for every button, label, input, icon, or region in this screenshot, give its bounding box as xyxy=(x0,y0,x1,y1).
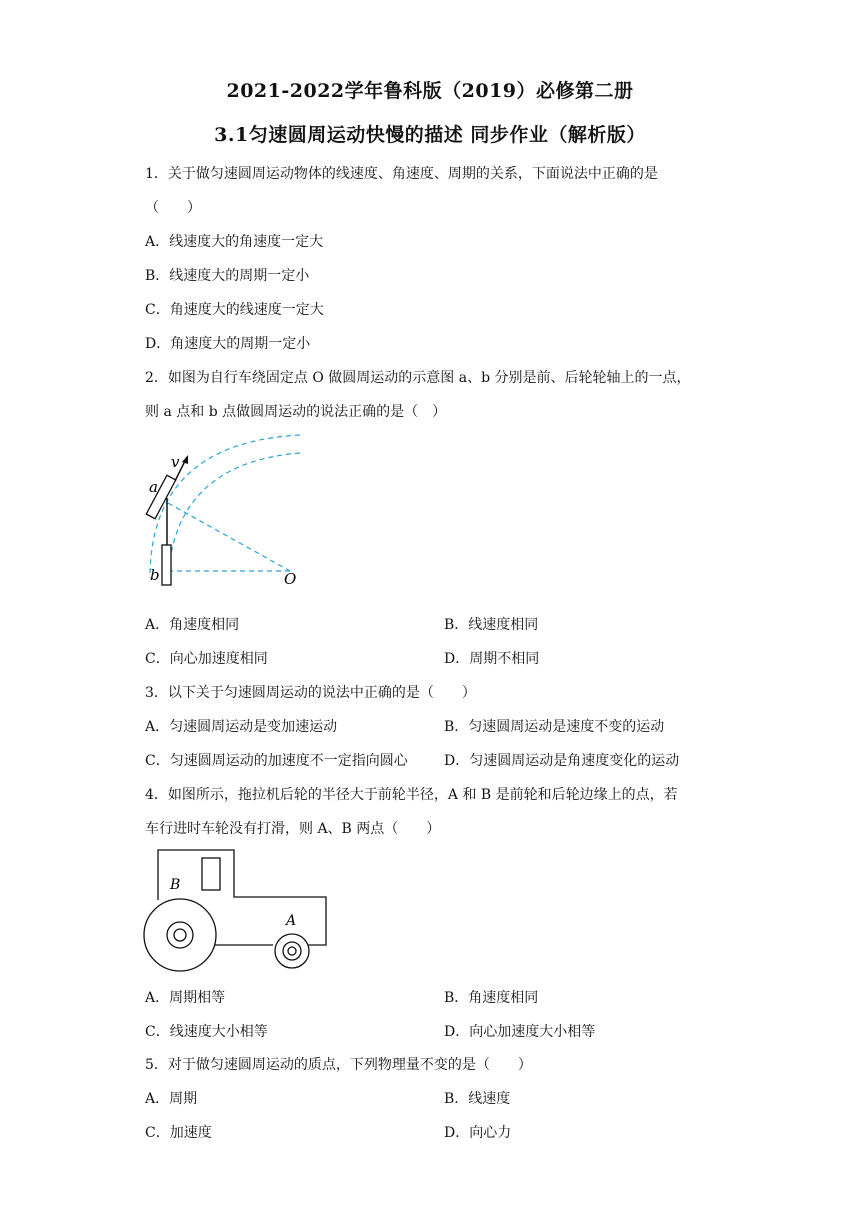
q3-option-b: B．匀速圆周运动是速度不变的运动 xyxy=(444,719,665,735)
q1-option-a: A．线速度大的角速度一定大 xyxy=(145,234,324,250)
title-line-2: 3.1匀速圆周运动快慢的描述 同步作业（解析版） xyxy=(214,124,646,146)
label-v: v xyxy=(171,453,180,471)
front-wheel-outer xyxy=(275,934,309,968)
q1-option-c: C．角速度大的线速度一定大 xyxy=(145,302,324,318)
title-line-1: 2021-2022学年鲁科版（2019）必修第二册 xyxy=(226,80,634,102)
q2-stem-line-1: 2．如图为自行车绕固定点 O 做圆周运动的示意图 a、b 分别是前、后轮轮轴上的一点， xyxy=(145,370,691,386)
rear-wheel-outer xyxy=(144,899,216,971)
q3-option-d: D．匀速圆周运动是角速度变化的运动 xyxy=(444,753,680,769)
q2-option-a: A．角速度相同 xyxy=(145,617,240,633)
q3-option-c: C．匀速圆周运动的加速度不一定指向圆心 xyxy=(145,753,408,769)
tractor-figure xyxy=(140,845,335,975)
q4-stem-line-2: 车行进时车轮没有打滑，则 A、B 两点（ ） xyxy=(145,821,441,837)
q5-option-c: C．加速度 xyxy=(145,1125,212,1141)
q4-option-a: A．周期相等 xyxy=(145,990,226,1006)
q2-stem-line-2: 则 a 点和 b 点做圆周运动的说法正确的是（ ） xyxy=(145,404,447,420)
q3-option-a: A．匀速圆周运动是变加速运动 xyxy=(145,719,338,735)
q4-option-d: D．向心加速度大小相等 xyxy=(444,1024,596,1040)
q1-stem-line-1: 1．关于做匀速圆周运动物体的线速度、角速度、周期的关系，下面说法中正确的是 xyxy=(145,166,658,182)
label-a: a xyxy=(149,478,158,496)
radius-line-a xyxy=(168,503,290,571)
q1-option-b: B．线速度大的周期一定小 xyxy=(145,268,310,284)
q2-option-d: D．周期不相同 xyxy=(444,651,540,667)
q2-option-c: C．向心加速度相同 xyxy=(145,651,268,667)
q5-option-d: D．向心力 xyxy=(444,1125,512,1141)
label-a: A xyxy=(286,913,297,929)
label-b: B xyxy=(170,877,181,893)
label-b: b xyxy=(150,566,160,584)
velocity-arrow-head xyxy=(182,455,188,464)
q4-option-b: B．角速度相同 xyxy=(444,990,539,1006)
label-o: O xyxy=(284,570,297,588)
q5-option-b: B．线速度 xyxy=(444,1091,511,1107)
q5-stem-line-1: 5．对于做匀速圆周运动的质点，下列物理量不变的是（ ） xyxy=(145,1057,532,1073)
q3-stem-line-1: 3．以下关于匀速圆周运动的说法中正确的是（ ） xyxy=(145,685,476,701)
q4-option-c: C．线速度大小相等 xyxy=(145,1024,268,1040)
q2-option-b: B．线速度相同 xyxy=(444,617,539,633)
q5-option-a: A．周期 xyxy=(145,1091,198,1107)
bicycle-circular-motion-figure xyxy=(140,428,320,593)
q1-option-d: D．角速度大的周期一定小 xyxy=(145,336,311,352)
q4-stem-line-1: 4．如图所示，拖拉机后轮的半径大于前轮半径，A 和 B 是前轮和后轮边缘上的点，若 xyxy=(145,787,678,803)
q1-stem-line-2: （ ） xyxy=(145,200,201,216)
rear-wheel xyxy=(162,545,171,585)
inner-dashed-arc xyxy=(168,453,300,578)
tractor-window xyxy=(202,858,220,890)
